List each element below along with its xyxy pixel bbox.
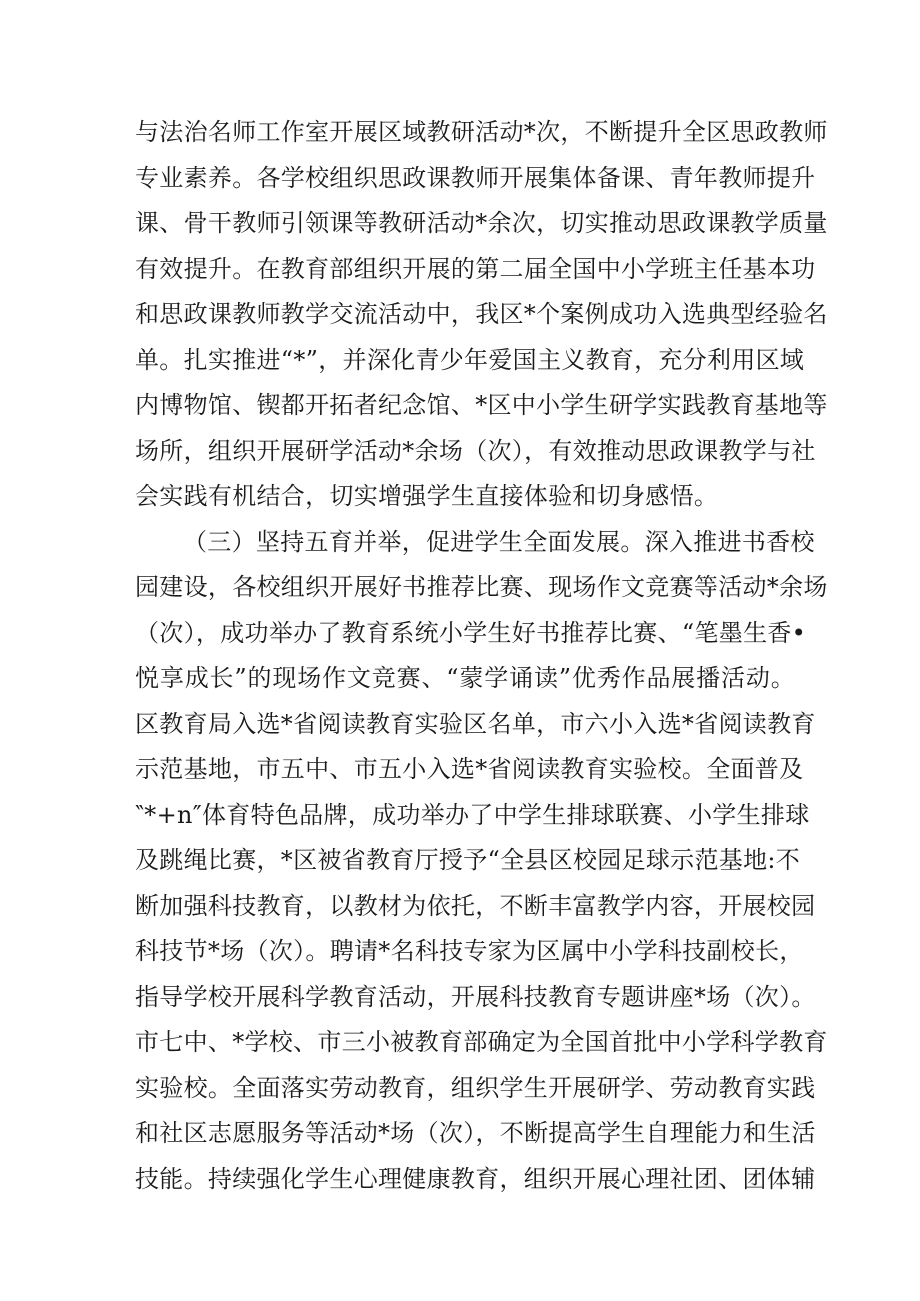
text-line: 断加强科技教育，以教材为依托，不断丰富教学内容，开展校园 bbox=[135, 891, 816, 920]
text-line: 与法治名师工作室开展区域教研活动*次，不断提升全区思政教师 bbox=[135, 118, 828, 146]
paragraph-2 bbox=[135, 520, 828, 1203]
text-line: 技能。持续强化学生心理健康教育，组织开展心理社团、团体辅 bbox=[135, 1164, 816, 1193]
text-line: 实验校。全面落实劳动教育，组织学生开展研学、劳动教育实践 bbox=[135, 1073, 816, 1102]
text-line: 有效提升。在教育部组织开展的第二届全国中小学班主任基本功 bbox=[135, 254, 816, 283]
text-line: 科技节*场（次）。聘请*名科技专家为区属中小学科技副校长， bbox=[135, 937, 804, 965]
text-line: 示范基地，市五中、市五小入选*省阅读教育实验校。全面普及 bbox=[135, 755, 804, 783]
section-heading-line: （三）坚持五育并举，促进学生全面发展。深入推进书香校 bbox=[183, 527, 815, 556]
text-line: 园建设，各校组织开展好书推荐比赛、现场作文竞赛等活动*余场 bbox=[135, 573, 828, 601]
text-line: 内博物馆、锲都开拓者纪念馆、*区中小学生研学实践教育基地等 bbox=[135, 391, 828, 419]
body-text bbox=[135, 110, 828, 1202]
text-line: 指导学校开展科学教育活动，开展科技教育专题讲座*场（次）。 bbox=[135, 982, 816, 1011]
text-line: 及跳绳比赛，*区被省教育厅授予“全县区校园足球示范基地:不 bbox=[135, 846, 801, 874]
text-line: 区教育局入选*省阅读教育实验区名单，市六小入选*省阅读教育 bbox=[135, 709, 816, 738]
text-line: 市七中、*学校、市三小被教育部确定为全国首批中小学科学教育 bbox=[135, 1028, 828, 1056]
text-line: 和思政课教师教学交流活动中，我区*个案例成功入选典型经验名 bbox=[135, 300, 828, 328]
text-line: （次），成功举办了教育系统小学生好书推荐比赛、“笔墨生香• bbox=[135, 618, 807, 647]
text-line: ‶*+n″体育特色品牌，成功举办了中学生排球联赛、小学生排球 bbox=[135, 800, 810, 829]
paragraph-1 bbox=[135, 110, 828, 520]
text-line: 课、骨干教师引领课等教研活动*余次，切实推动思政课教学质量 bbox=[135, 209, 828, 237]
text-line: 场所，组织开展研学活动*余场（次），有效推动思政课教学与社 bbox=[135, 436, 816, 465]
text-line: 悦享成长”的现场作文竞赛、“蒙学诵读”优秀作品展播活动。 bbox=[135, 664, 795, 692]
text-line: 和社区志愿服务等活动*场（次），不断提高学生自理能力和生活 bbox=[135, 1119, 816, 1147]
text-line: 会实践有机结合，切实增强学生直接体验和切身感悟。 bbox=[135, 482, 719, 510]
text-line: 专业素养。各学校组织思政课教师开展集体备课、青年教师提升 bbox=[135, 163, 816, 192]
text-line: 单。扎实推进“*”，并深化青少年爱国主义教育，充分利用区域 bbox=[135, 345, 805, 374]
